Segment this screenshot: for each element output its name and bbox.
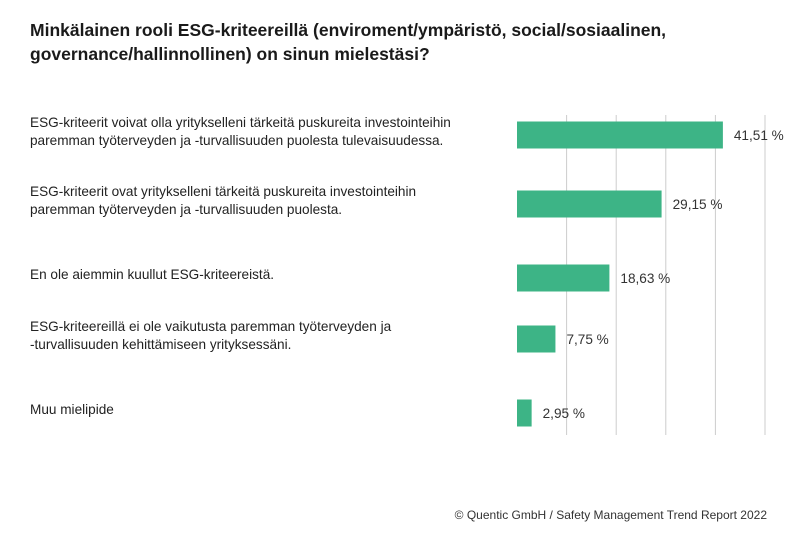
bar — [517, 122, 723, 149]
value-label: 41,51 % — [733, 128, 784, 143]
bar — [517, 191, 662, 218]
bar — [517, 265, 609, 292]
value-label: 18,63 % — [620, 271, 671, 286]
category-label-line: ESG-kriteerit ovat yritykselleni tärkeitä puskureita investointeihin — [30, 184, 417, 199]
value-label: 2,95 % — [542, 406, 585, 421]
category-label-line: -turvallisuuden kehittämiseen yrityksessäni. — [30, 337, 292, 352]
category-label-line: paremman työterveyden ja -turvallisuuden puolesta. — [30, 202, 343, 217]
bar — [517, 400, 532, 427]
value-label: 7,75 % — [566, 332, 609, 347]
chart-title: Minkälainen rooli ESG-kriteereillä (enviroment/ympäristö, social/sosiaalinen, governance/hallinnollinen) on sinun mielestäsi? — [30, 20, 667, 64]
bar — [517, 326, 555, 353]
category-label-line: Muu mielipide — [30, 402, 114, 417]
category-label-line: En ole aiemmin kuullut ESG-kriteereistä. — [30, 267, 275, 282]
copyright-footer: © Quentic GmbH / Safety Management Trend Report 2022 — [454, 508, 767, 522]
value-label: 29,15 % — [672, 197, 723, 212]
category-label-line: ESG-kriteerit voivat olla yritykselleni tärkeitä puskureita investointeihin — [30, 115, 451, 130]
category-label-line: ESG-kriteereillä ei ole vaikutusta paremman työterveyden ja — [30, 319, 392, 334]
category-label-line: paremman työterveyden ja -turvallisuuden puolesta tulevaisuudessa. — [30, 133, 444, 148]
